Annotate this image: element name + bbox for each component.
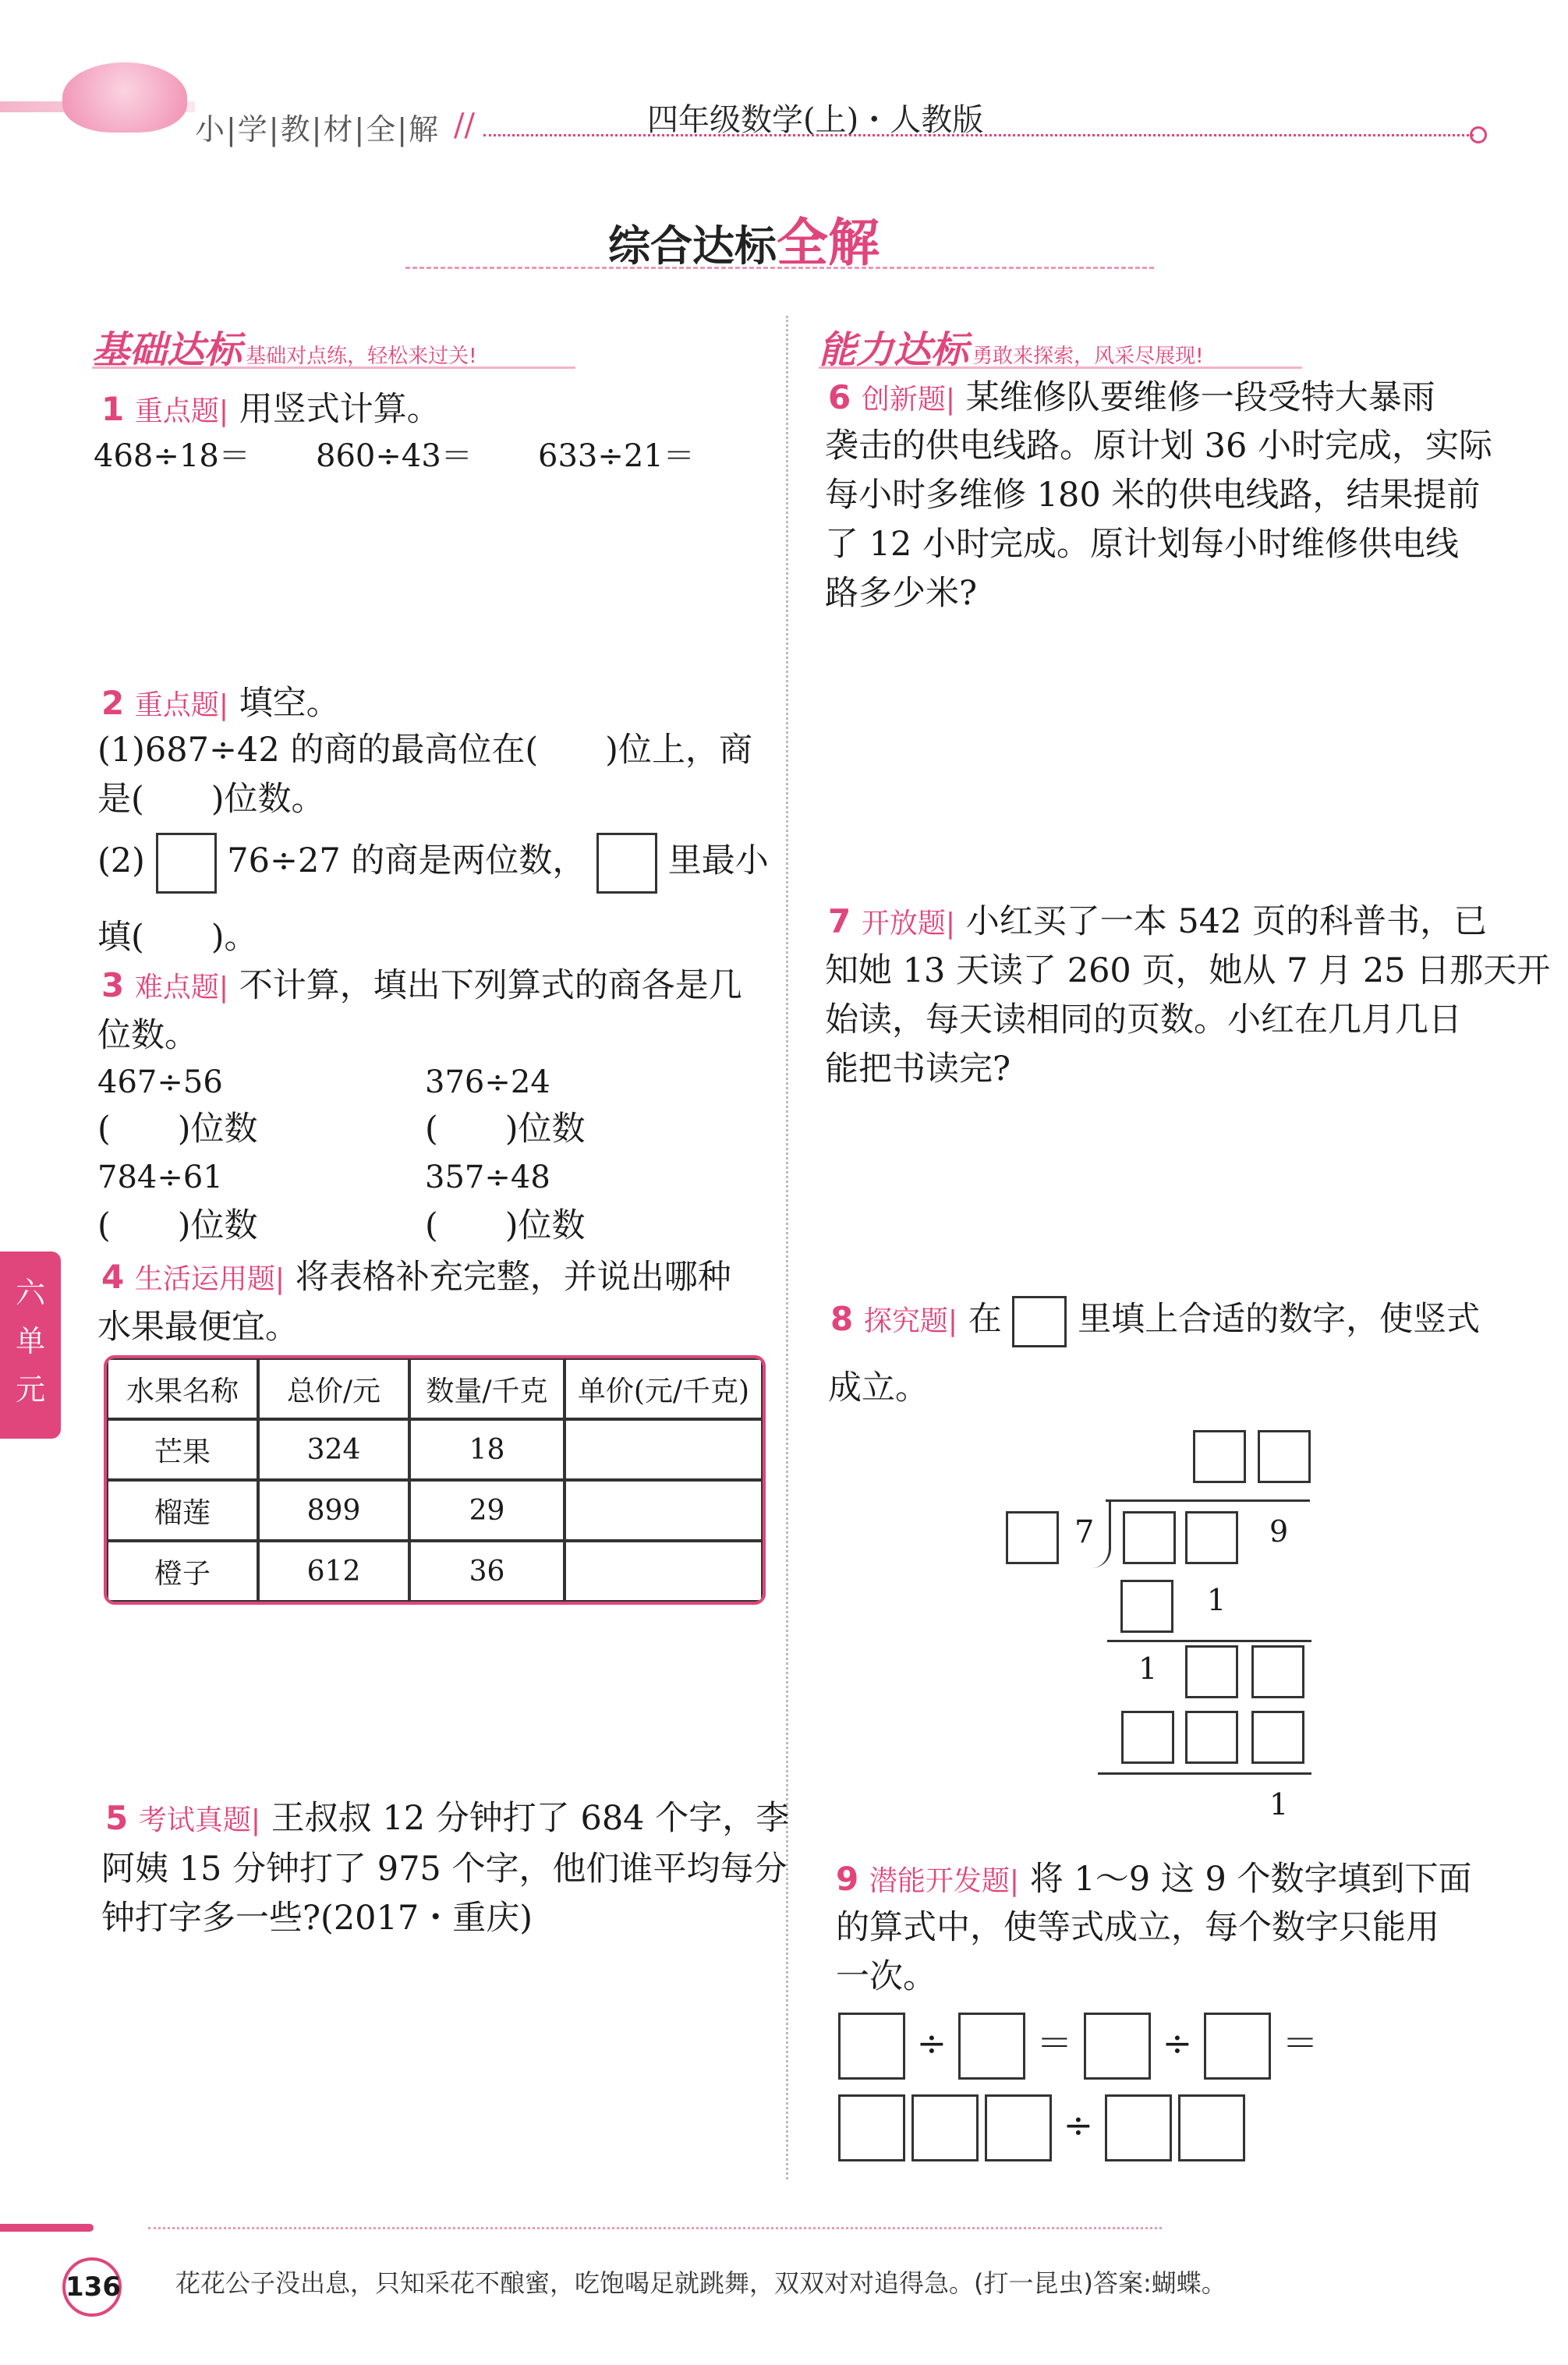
q2-part2-mid: 76÷27 的商是两位数，	[227, 841, 586, 880]
q9-line2: 的算式中，使等式成立，每个数字只能用	[836, 1908, 1439, 1947]
q6-line4: 了 12 小时完成。原计划每小时维修供电线	[825, 525, 1460, 564]
divisor-box[interactable]	[1006, 1511, 1059, 1564]
table-header-row	[107, 1358, 763, 1419]
question-9	[836, 1854, 1471, 1907]
section-title-rule	[405, 267, 1154, 269]
left-banner	[92, 320, 477, 374]
table-cell: 29	[409, 1480, 565, 1541]
footer-riddle: 花花公子没出息，只知采花不酿蜜，吃饱喝足就跳舞，双双对对追得急。(打一昆虫)答案:蝴蝶。	[175, 2268, 1226, 2298]
table-cell: 324	[258, 1419, 409, 1480]
product-box[interactable]	[1185, 1711, 1238, 1764]
q9-equation-row-1	[838, 2009, 1318, 2080]
question-tag: 创新题	[861, 384, 946, 416]
digit-box[interactable]	[1105, 2094, 1172, 2161]
table-header-cell: 单价(元/千克)	[565, 1358, 763, 1419]
question-tag: 考试真题	[138, 1804, 251, 1836]
question-5	[105, 1793, 789, 1846]
q3-item-2: 376÷24	[425, 1064, 550, 1100]
q7-line4: 能把书读完?	[825, 1050, 1011, 1089]
side-tab-char: 六	[15, 1276, 45, 1310]
header-series: 小|学|教|材|全|解	[195, 112, 441, 147]
right-banner-slogan: 勇敢来探索，风采尽展现!	[972, 345, 1204, 368]
question-tag: 重点题	[134, 395, 219, 427]
remainder-box[interactable]	[1185, 1645, 1238, 1698]
division-bar	[1106, 1499, 1310, 1502]
q7-line3: 始读，每天读相同的页数。小红在几月几日	[825, 1000, 1462, 1039]
q9-line3: 一次。	[836, 1957, 936, 1996]
question-tag: 重点题	[134, 689, 219, 721]
q2-part2	[97, 833, 769, 894]
tag-separator-icon: |	[945, 384, 956, 416]
q3-item-4: 357÷48	[425, 1159, 550, 1195]
answer-box[interactable]	[156, 833, 217, 894]
divide-sign: ÷	[1162, 2022, 1193, 2064]
q3-blank-3: ( )位数	[97, 1206, 258, 1245]
table-header-cell: 总价/元	[258, 1358, 409, 1419]
table-cell-answer[interactable]	[565, 1541, 763, 1602]
final-remainder-digit: 1	[1269, 1787, 1289, 1822]
question-1	[101, 384, 441, 437]
question-4	[101, 1252, 731, 1305]
table-cell-answer[interactable]	[565, 1419, 763, 1480]
header-rule	[483, 134, 1474, 136]
right-banner-underline	[819, 366, 1302, 369]
q6-line5: 路多少米?	[825, 574, 978, 613]
left-banner-slogan: 基础对点练，轻松来过关!	[246, 345, 477, 368]
tag-separator-icon: |	[1009, 1865, 1020, 1897]
digit-box[interactable]	[1178, 2094, 1245, 2161]
tag-separator-icon: |	[218, 972, 229, 1004]
question-text: 将 1～9 这 9 个数字填到下面	[1029, 1860, 1472, 1899]
fruit-table	[104, 1355, 766, 1605]
question-text: 王叔叔 12 分钟打了 684 个字，李	[271, 1799, 790, 1838]
digit-box[interactable]	[985, 2094, 1052, 2161]
q2-part2-suffix: 里最小	[667, 841, 769, 880]
header-rule-end-icon	[1470, 126, 1487, 143]
q3-item-3: 784÷61	[97, 1159, 223, 1195]
q3-text-line2: 位数。	[97, 1016, 198, 1055]
answer-box	[1012, 1296, 1067, 1347]
q2-part1-line2: 是( )位数。	[97, 780, 325, 819]
book-logo-icon	[62, 62, 187, 133]
table-cell-answer[interactable]	[565, 1480, 763, 1541]
table-cell: 榴莲	[107, 1480, 258, 1541]
right-banner-title: 能力达标	[819, 328, 969, 372]
table-cell: 18	[409, 1419, 565, 1480]
left-banner-underline	[92, 366, 575, 369]
question-text: 将表格补充完整，并说出哪种	[295, 1258, 731, 1297]
quotient-box[interactable]	[1193, 1430, 1246, 1483]
q1-item-2: 860÷43＝	[316, 438, 473, 474]
table-cell: 芒果	[107, 1419, 258, 1480]
left-banner-title: 基础达标	[92, 328, 242, 372]
tag-separator-icon: |	[274, 1263, 285, 1295]
column-divider	[786, 316, 788, 2179]
question-text: 用竖式计算。	[239, 390, 441, 429]
question-text: 填空。	[239, 684, 340, 723]
table-header-cell: 水果名称	[107, 1358, 258, 1419]
digit-box[interactable]	[911, 2094, 979, 2161]
subtraction-line	[1098, 1772, 1311, 1775]
digit-box[interactable]	[1204, 2013, 1271, 2080]
q8-line2: 成立。	[828, 1368, 929, 1407]
question-6	[828, 373, 1435, 425]
q6-line3: 每小时多维修 180 米的供电线路，结果提前	[825, 476, 1481, 515]
equals-sign: ＝	[1282, 2022, 1318, 2064]
digit-box[interactable]	[838, 2013, 905, 2080]
table-row	[107, 1480, 763, 1541]
quotient-box[interactable]	[1258, 1430, 1311, 1483]
q2-part2-line2: 填( )。	[97, 918, 258, 957]
unit-side-tab	[0, 1252, 61, 1439]
product-box[interactable]	[1120, 1580, 1173, 1633]
answer-box[interactable]	[596, 833, 657, 894]
dividend-box[interactable]	[1185, 1511, 1238, 1564]
question-tag: 探究题	[863, 1305, 948, 1337]
digit-box[interactable]	[958, 2013, 1025, 2080]
product-box[interactable]	[1121, 1711, 1174, 1764]
header	[0, 0, 1568, 156]
table-cell: 612	[258, 1541, 409, 1602]
tag-separator-icon: |	[218, 689, 229, 721]
digit-box[interactable]	[838, 2094, 905, 2161]
question-8	[830, 1294, 1480, 1347]
table-cell: 899	[258, 1480, 409, 1541]
tag-separator-icon: |	[218, 395, 229, 427]
question-text: 不计算，填出下列算式的商各是几	[239, 966, 742, 1005]
page-number-badge	[62, 2257, 122, 2317]
header-slash-icon: //	[454, 108, 475, 143]
q1-item-1: 468÷18＝	[94, 438, 250, 474]
question-number: 7	[828, 902, 851, 940]
division-bracket-icon	[1092, 1501, 1111, 1568]
question-text: 小红买了一本 542 页的科普书，已	[965, 902, 1488, 941]
side-tab-char: 元	[15, 1372, 45, 1407]
q8-post: 里填上合适的数字，使竖式	[1078, 1300, 1481, 1339]
question-text: 某维修队要维修一段受特大暴雨	[965, 378, 1435, 417]
q2-part2-prefix: (2)	[97, 841, 145, 880]
equals-sign: ＝	[1036, 2022, 1073, 2064]
question-tag: 潜能开发题	[869, 1865, 1010, 1897]
question-number: 5	[105, 1799, 129, 1837]
q3-blank-4: ( )位数	[425, 1206, 586, 1245]
q3-blank-2: ( )位数	[425, 1110, 586, 1149]
footer-pink-bar	[0, 2224, 94, 2232]
header-book-title: 四年级数学(上)・人教版	[647, 102, 984, 138]
table-row	[107, 1419, 763, 1480]
q3-item-1: 467÷56	[97, 1064, 223, 1100]
question-number: 1	[101, 390, 125, 428]
question-tag: 开放题	[861, 908, 946, 940]
q6-line2: 袭击的供电线路。原计划 36 小时完成，实际	[825, 427, 1493, 466]
table-row	[107, 1541, 763, 1602]
remainder-digit: 1	[1138, 1652, 1158, 1686]
side-tab-char: 单	[15, 1324, 45, 1358]
question-3	[101, 961, 742, 1013]
table-header-cell: 数量/千克	[409, 1358, 565, 1419]
product-box[interactable]	[1251, 1711, 1304, 1764]
question-number: 8	[830, 1300, 854, 1338]
q7-line2: 知她 13 天读了 260 页，她从 7 月 25 日那天开	[825, 951, 1551, 990]
question-number: 4	[101, 1258, 125, 1296]
section-title	[608, 201, 880, 275]
q2-part1-line1: (1)687÷42 的商的最高位在( )位上，商	[97, 731, 752, 770]
q3-blank-1: ( )位数	[97, 1110, 258, 1149]
tag-separator-icon: |	[947, 1305, 958, 1337]
q4-text-line2: 水果最便宜。	[97, 1308, 299, 1347]
divide-sign: ÷	[1063, 2104, 1094, 2146]
section-title-main: 综合达标	[608, 221, 777, 271]
divisor-digit: 7	[1074, 1514, 1095, 1550]
q1-item-3: 633÷21＝	[538, 438, 695, 474]
right-banner	[819, 320, 1204, 374]
question-number: 2	[101, 684, 125, 722]
fruit-table-grid	[104, 1355, 766, 1605]
footer-rule	[148, 2227, 1162, 2229]
subtraction-line	[1107, 1640, 1311, 1642]
remainder-box[interactable]	[1251, 1645, 1304, 1698]
question-number: 9	[836, 1860, 859, 1898]
question-number: 3	[101, 966, 125, 1004]
q9-equation-row-2	[838, 2091, 1245, 2161]
long-division-puzzle	[1006, 1427, 1333, 1832]
divide-sign: ÷	[916, 2022, 947, 2064]
product-digit: 1	[1207, 1583, 1226, 1617]
tag-separator-icon: |	[945, 908, 956, 940]
q5-line2: 阿姨 15 分钟打了 975 个字，他们谁平均每分	[101, 1850, 788, 1889]
question-7	[828, 897, 1487, 949]
tag-separator-icon: |	[250, 1804, 261, 1836]
table-cell: 橙子	[107, 1541, 258, 1602]
page-number: 136	[65, 2271, 121, 2303]
dividend-digit: 9	[1269, 1514, 1289, 1549]
table-cell: 36	[409, 1541, 565, 1602]
q8-pre: 在	[968, 1300, 1002, 1339]
question-tag: 生活运用题	[134, 1263, 275, 1295]
section-title-highlight: 全解	[777, 213, 880, 273]
q5-line3: 钟打字多一些?(2017・重庆)	[101, 1899, 533, 1938]
digit-box[interactable]	[1084, 2013, 1151, 2080]
question-2	[101, 678, 340, 731]
question-tag: 难点题	[134, 972, 219, 1004]
question-number: 6	[828, 378, 851, 416]
dividend-box[interactable]	[1123, 1511, 1176, 1564]
